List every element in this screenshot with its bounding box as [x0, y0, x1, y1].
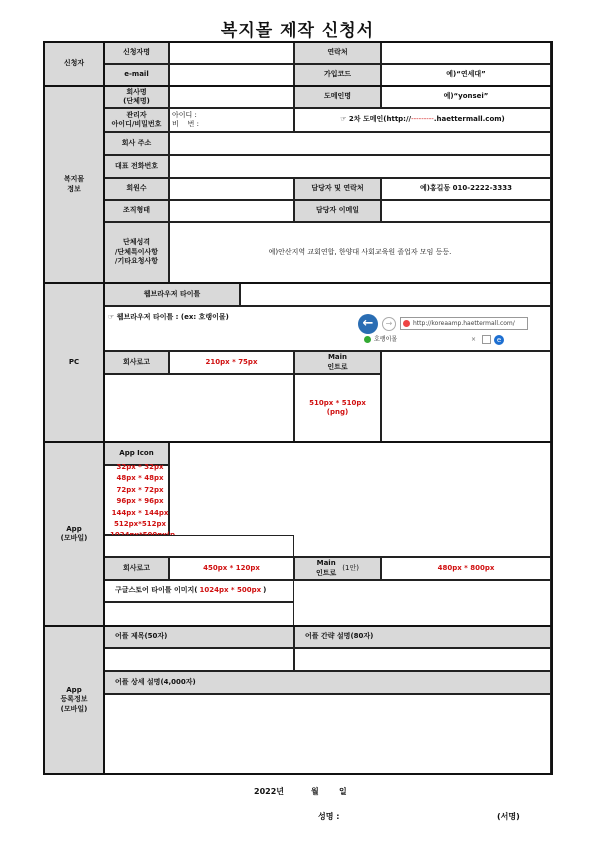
new-tab-icon — [482, 335, 491, 344]
store-title-upload[interactable] — [294, 580, 551, 626]
ie-browser-icon: e — [494, 335, 504, 345]
favicon-icon — [403, 320, 410, 327]
section-app: App (모바일) — [44, 442, 104, 626]
browser-title-label: 웹브라우저 타이틀 — [104, 283, 240, 306]
pc-intro-label: Main 인트로 — [294, 351, 381, 374]
store-title-field[interactable] — [104, 602, 294, 626]
second-domain-prefix: ☞ 2차 도메인(http:// — [340, 115, 412, 124]
app-title-label: 어플 제목(50자) — [104, 626, 294, 648]
admin-label: 관리자 아이디/비밀번호 — [104, 108, 169, 132]
admin-pw-label: 비 번 : — [172, 120, 200, 128]
pc-logo-size: 210px * 75px — [169, 351, 294, 374]
admin-id-label: 아이디 : — [172, 110, 197, 119]
app-intro-size: 480px * 800px — [381, 557, 551, 580]
footer-year: 2022년 — [254, 787, 284, 796]
browser-title-hint: ☞ 웹브라우저 타이틀 : (ex: 호랭이몰) — [108, 313, 229, 321]
app-logo-label: 회사로고 — [104, 557, 169, 580]
app-intro-label: Main 인트로 — [316, 559, 337, 577]
close-icon: × — [471, 336, 477, 343]
app-icon-size-item: 48px * 48px — [116, 474, 164, 483]
page-title: 복지몰 제작 신청서 — [220, 21, 375, 41]
app-icon-size-item: 96px * 96px — [116, 497, 164, 506]
app-icon-size-item: 512px*512px — [114, 520, 166, 529]
mock-tab — [364, 334, 524, 346]
app-icon-sizes-list — [110, 462, 170, 534]
app-intro-option: (1안) — [342, 563, 359, 572]
applicant-name-label: 신청자명 — [104, 42, 169, 64]
second-domain-dashes: --------- — [411, 115, 434, 124]
manager-label: 담당자 및 연락처 — [294, 178, 381, 200]
footer-month: 월 — [311, 787, 319, 796]
section-pc: PC — [44, 283, 104, 442]
pc-logo-upload[interactable] — [104, 374, 294, 442]
app-icon-size-item: 72px * 72px — [116, 485, 164, 494]
store-title-label: 구글스토어 타이틀 이미지( — [115, 586, 198, 595]
section-welfare: 복지몰 정보 — [44, 86, 104, 283]
pc-intro-upload[interactable] — [381, 351, 551, 442]
traits-field[interactable]: 예)안산지역 교회연합, 한양대 사회교육원 졸업자 모임 등등. — [169, 222, 551, 283]
contact-field[interactable] — [381, 42, 551, 64]
app-detail-desc-label: 어플 상세 설명(4,000자) — [104, 671, 551, 694]
email-field[interactable] — [169, 64, 294, 86]
browser-example-image — [358, 313, 528, 347]
app-icon-extra-field[interactable] — [104, 535, 294, 557]
second-domain-field[interactable] — [294, 108, 551, 132]
email-label: e-mail — [104, 64, 169, 86]
members-field[interactable] — [169, 178, 294, 200]
app-detail-desc-field[interactable] — [104, 694, 551, 774]
address-field[interactable] — [169, 132, 551, 155]
company-label: 회사명 (단체명) — [104, 86, 169, 108]
app-intro-label-cell — [294, 557, 381, 580]
members-label: 회원수 — [104, 178, 169, 200]
tab-favicon-icon — [364, 336, 371, 343]
manager-field[interactable]: 예)홍길동 010-2222-3333 — [381, 178, 551, 200]
admin-credentials-field[interactable] — [169, 108, 294, 132]
domain-field[interactable]: 예)“yonsei” — [381, 86, 551, 108]
signature-mark: (서명) — [497, 812, 520, 821]
footer-day: 일 — [339, 787, 347, 796]
app-title-field[interactable] — [104, 648, 294, 671]
domain-label: 도메인명 — [294, 86, 381, 108]
app-icon-label: App Icon — [104, 442, 169, 465]
pc-logo-label: 회사로고 — [104, 351, 169, 374]
second-domain-suffix: .haettermall.com) — [433, 115, 505, 124]
section-app-registration: App 등록정보 (모바일) — [44, 626, 104, 774]
app-short-desc-field[interactable] — [294, 648, 551, 671]
app-icon-size-item: 144px * 144px — [111, 508, 169, 517]
section-applicant: 신청자 — [44, 42, 104, 86]
store-title-size: 1024px * 500px — [199, 586, 262, 595]
signer-label: 성명 : — [318, 812, 340, 821]
pc-intro-size: 510px * 510px (png) — [294, 374, 381, 442]
applicant-name-field[interactable] — [169, 42, 294, 64]
phone-field[interactable] — [169, 155, 551, 178]
forward-arrow-icon: → — [382, 317, 396, 331]
manager-email-field[interactable] — [381, 200, 551, 222]
join-code-field[interactable]: 예)“연세대” — [381, 64, 551, 86]
contact-label: 연락처 — [294, 42, 381, 64]
store-title-close: ) — [263, 586, 267, 595]
back-arrow-icon: ← — [358, 314, 378, 334]
traits-label: 단체성격 /단체특이사항 /기타요청사항 — [104, 222, 169, 283]
phone-label: 대표 전화번호 — [104, 155, 169, 178]
browser-title-field[interactable] — [240, 283, 551, 306]
store-title-row — [104, 580, 294, 602]
app-logo-size: 450px * 120px — [169, 557, 294, 580]
join-code-label: 가입코드 — [294, 64, 381, 86]
company-field[interactable] — [169, 86, 294, 108]
mock-tab-title: 호랭이몰 — [374, 336, 398, 343]
app-short-desc-label: 어플 간략 설명(80자) — [294, 626, 551, 648]
address-label: 회사 주소 — [104, 132, 169, 155]
app-icon-size-item: 32px * 32px — [116, 463, 164, 471]
manager-email-label: 담당자 이메일 — [294, 200, 381, 222]
mock-address-bar: http://koreaamp.haettermall.com/ — [400, 317, 528, 330]
org-type-label: 조직형태 — [104, 200, 169, 222]
signer-name-field[interactable] — [343, 808, 493, 820]
org-type-field[interactable] — [169, 200, 294, 222]
